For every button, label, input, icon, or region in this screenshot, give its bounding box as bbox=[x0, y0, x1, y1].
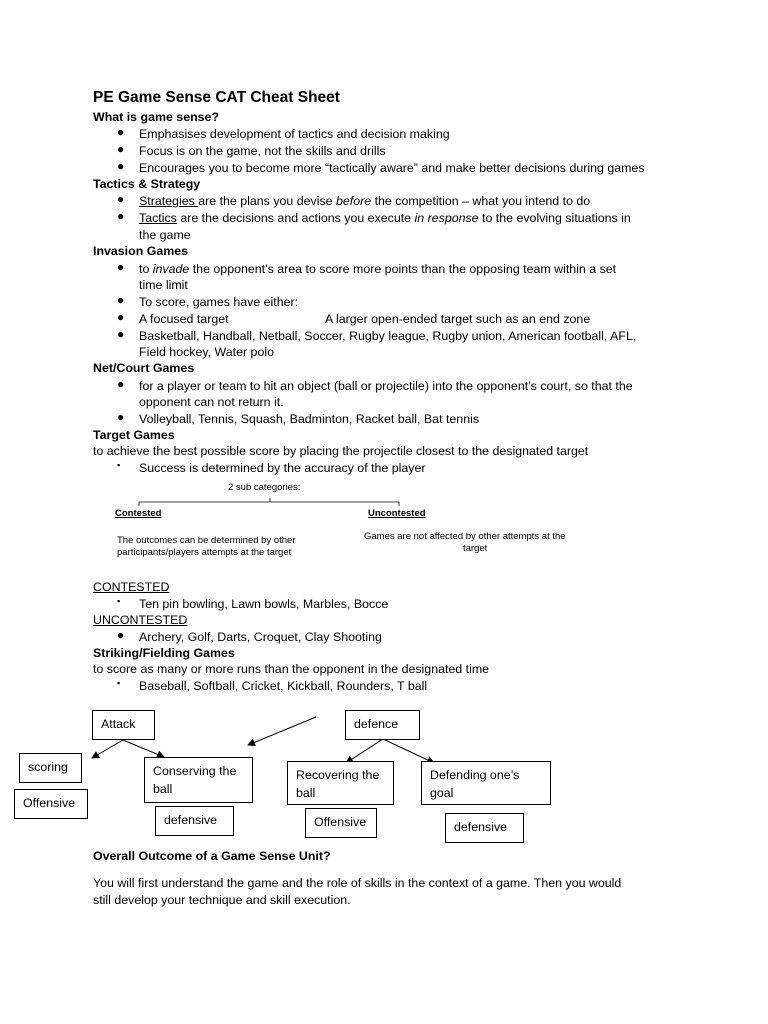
bullet-icon: ● bbox=[117, 293, 125, 307]
bullet-icon: ● bbox=[117, 310, 125, 324]
invasion-bullet: to invade the opponent’s area to score more points than the opposing team within a set bbox=[139, 262, 617, 276]
target-intro: to achieve the best possible score by placing the projectile closest to the designated target bbox=[93, 444, 589, 458]
bullet-icon: ● bbox=[117, 209, 125, 223]
bullet-icon: ▪ bbox=[117, 678, 121, 688]
defence-box: defence bbox=[345, 710, 420, 740]
recovering-box: Recovering the ball bbox=[287, 761, 394, 805]
bullet-icon: ● bbox=[117, 410, 125, 424]
striking-bullet: Baseball, Softball, Cricket, Kickball, Rounders, T ball bbox=[139, 679, 428, 693]
invasion-bullet: To score, games have either: bbox=[139, 295, 299, 309]
bullet-icon: ● bbox=[117, 327, 125, 341]
bullet-icon: ● bbox=[117, 628, 125, 642]
net-bullet-cont: opponent can not return it. bbox=[139, 395, 284, 409]
arrow-attack-scoring bbox=[92, 740, 123, 758]
sub-categories-label: 2 sub categories: bbox=[228, 482, 301, 493]
contested-heading: CONTESTED bbox=[93, 580, 170, 594]
defending-goal-box: Defending one’s goal bbox=[421, 761, 551, 805]
section-heading-target: Target Games bbox=[93, 428, 175, 442]
uncontested-desc: target bbox=[463, 543, 488, 554]
outcome-text: still develop your technique and skill execution. bbox=[93, 893, 351, 907]
bullet-icon: ● bbox=[117, 260, 125, 274]
section-heading-tactics: Tactics & Strategy bbox=[93, 177, 201, 191]
scoring-box: scoring bbox=[19, 753, 82, 783]
contested-bullet: Ten pin bowling, Lawn bowls, Marbles, Bocce bbox=[139, 597, 389, 611]
section-heading-striking: Striking/Fielding Games bbox=[93, 646, 235, 660]
section-heading-net: Net/Court Games bbox=[93, 361, 195, 375]
bullet-icon: ▪ bbox=[117, 596, 121, 606]
invasion-bullet-cont: Field hockey, Water polo bbox=[139, 345, 274, 359]
bullet-icon: ▪ bbox=[117, 460, 121, 470]
invasion-bullet-cont: time limit bbox=[139, 278, 188, 292]
contested-desc: The outcomes can be determined by other bbox=[117, 535, 296, 546]
bullet-text: Encourages you to become more “tactically aware” and make better decisions during games bbox=[139, 161, 645, 175]
arrow-middle bbox=[248, 717, 316, 745]
striking-intro: to score as many or more runs than the opponent in the designated time bbox=[93, 662, 490, 676]
invasion-bullet: Basketball, Handball, Netball, Soccer, Rugby league, Rugby union, American football, AFL, bbox=[139, 329, 637, 343]
tactics-line: Tactics are the decisions and actions you execute in response to the evolving situations in bbox=[139, 211, 631, 225]
offensive-box-right: Offensive bbox=[305, 808, 377, 838]
defensive-box-right: defensive bbox=[445, 813, 524, 843]
uncontested-desc: Games are not affected by other attempts at the bbox=[364, 531, 566, 542]
bullet-icon: ● bbox=[117, 125, 125, 139]
section-heading-invasion: Invasion Games bbox=[93, 244, 189, 258]
section-heading-outcome: Overall Outcome of a Game Sense Unit? bbox=[93, 849, 331, 863]
strategies-line: Strategies are the plans you devise before the competition – what you intend to do bbox=[139, 194, 591, 208]
uncontested-heading: UNCONTESTED bbox=[93, 613, 188, 627]
bullet-icon: ● bbox=[117, 192, 125, 206]
uncontested-label: Uncontested bbox=[368, 508, 426, 519]
bullet-icon: ● bbox=[117, 377, 125, 391]
tactics-term: Tactics bbox=[139, 211, 177, 225]
net-bullet: Volleyball, Tennis, Squash, Badminton, Racket ball, Bat tennis bbox=[139, 412, 480, 426]
bullet-text: Focus is on the game, not the skills and drills bbox=[139, 144, 386, 158]
arrow-attack-conserving bbox=[123, 740, 164, 757]
contested-label: Contested bbox=[115, 508, 162, 519]
bullet-icon: ● bbox=[117, 159, 125, 173]
uncontested-bullet: Archery, Golf, Darts, Croquet, Clay Shooting bbox=[139, 630, 382, 644]
arrow-defence-recovering bbox=[346, 739, 383, 763]
outcome-text: You will first understand the game and the role of skills in the context of a game. Then you would bbox=[93, 876, 622, 890]
offensive-box: Offensive bbox=[14, 789, 88, 819]
bullet-text: Emphasises development of tactics and decision making bbox=[139, 127, 450, 141]
page-title: PE Game Sense CAT Cheat Sheet bbox=[93, 89, 340, 106]
tactics-line-cont: the game bbox=[139, 228, 191, 242]
invasion-target-focused: A focused target bbox=[139, 312, 229, 326]
invasion-target-open: A larger open-ended target such as an end zone bbox=[325, 312, 591, 326]
section-heading-what-is: What is game sense? bbox=[93, 110, 220, 124]
arrow-defence-defending bbox=[383, 739, 434, 763]
target-bullet: Success is determined by the accuracy of the player bbox=[139, 461, 426, 475]
attack-box: Attack bbox=[92, 710, 155, 740]
defensive-box-left: defensive bbox=[155, 806, 234, 836]
bullet-icon: ● bbox=[117, 142, 125, 156]
conserving-box: Conserving the ball bbox=[144, 757, 253, 803]
contested-desc: participants/players attempts at the target bbox=[117, 547, 292, 558]
strategies-term: Strategies bbox=[139, 194, 199, 208]
net-bullet: for a player or team to hit an object (ball or projectile) into the opponent’s court, so that the bbox=[139, 379, 633, 393]
